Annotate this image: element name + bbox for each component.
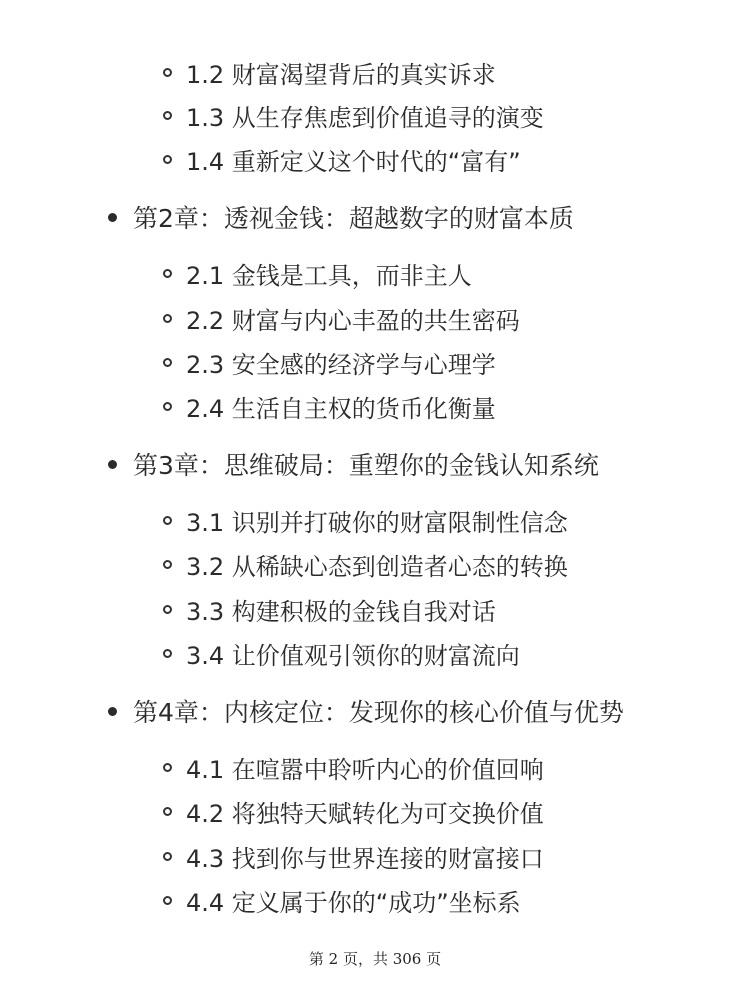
toc-section-label: 3.4 让价值观引领你的财富流向 [186,641,520,670]
hollow-bullet-icon [163,402,172,411]
toc-section-4-1[interactable] [163,747,544,787]
toc-section-label: 2.2 财富与内心丰盈的共生密码 [186,306,520,335]
toc-section-label: 4.2 将独特天赋转化为可交换价值 [186,799,544,828]
toc-section-label: 4.3 找到你与世界连接的财富接口 [186,844,544,873]
filled-bullet-icon [108,213,117,222]
toc-section-4-3[interactable] [163,836,544,876]
toc-section-label: 2.1 金钱是工具，而非主人 [186,261,472,290]
toc-section-label: 3.1 识别并打破你的财富限制性信念 [186,508,568,537]
toc-section-label: 2.3 安全感的经济学与心理学 [186,350,496,379]
toc-section-label: 4.1 在喧嚣中聆听内心的价值回响 [186,755,544,784]
hollow-bullet-icon [163,807,172,816]
toc-chapter-label: 第3章：思维破局：重塑你的金钱认知系统 [133,451,599,480]
toc-section-label: 2.4 生活自主权的货币化衡量 [186,394,496,423]
hollow-bullet-icon [163,763,172,772]
hollow-bullet-icon [163,560,172,569]
page-indicator: 第 2 页，共 306 页 [308,950,442,968]
toc-section-label: 1.2 财富渴望背后的真实诉求 [186,60,496,89]
toc-section-3-4[interactable] [163,633,520,673]
toc-section-3-1[interactable] [163,500,568,540]
hollow-bullet-icon [163,516,172,525]
hollow-bullet-icon [163,896,172,905]
hollow-bullet-icon [163,111,172,120]
hollow-bullet-icon [163,155,172,164]
toc-chapter-label: 第4章：内核定位：发现你的核心价值与优势 [133,698,624,727]
toc-section-1-2[interactable] [163,52,496,92]
toc-section-4-4[interactable] [163,880,521,920]
toc-section-3-2[interactable] [163,544,568,584]
toc-section-1-4[interactable] [163,139,521,179]
hollow-bullet-icon [163,269,172,278]
toc-section-2-4[interactable] [163,386,496,426]
hollow-bullet-icon [163,358,172,367]
toc-chapter-4[interactable] [108,690,624,732]
toc-chapter-2[interactable] [108,196,574,238]
toc-section-label: 4.4 定义属于你的“成功”坐标系 [186,888,521,917]
toc-chapter-3[interactable] [108,443,599,485]
toc-section-label: 3.3 构建积极的金钱自我对话 [186,597,496,626]
toc-section-label: 1.4 重新定义这个时代的“富有” [186,147,521,176]
toc-section-3-3[interactable] [163,589,496,629]
toc-section-2-1[interactable] [163,253,472,293]
filled-bullet-icon [108,707,117,716]
toc-section-4-2[interactable] [163,791,544,831]
toc-section-1-3[interactable] [163,95,544,135]
hollow-bullet-icon [163,314,172,323]
toc-section-label: 3.2 从稀缺心态到创造者心态的转换 [186,552,568,581]
hollow-bullet-icon [163,852,172,861]
toc-chapter-label: 第2章：透视金钱：超越数字的财富本质 [133,204,574,233]
toc-section-2-3[interactable] [163,342,496,382]
toc-section-label: 1.3 从生存焦虑到价值追寻的演变 [186,103,544,132]
hollow-bullet-icon [163,68,172,77]
hollow-bullet-icon [163,649,172,658]
filled-bullet-icon [108,460,117,469]
toc-section-2-2[interactable] [163,298,520,338]
hollow-bullet-icon [163,605,172,614]
